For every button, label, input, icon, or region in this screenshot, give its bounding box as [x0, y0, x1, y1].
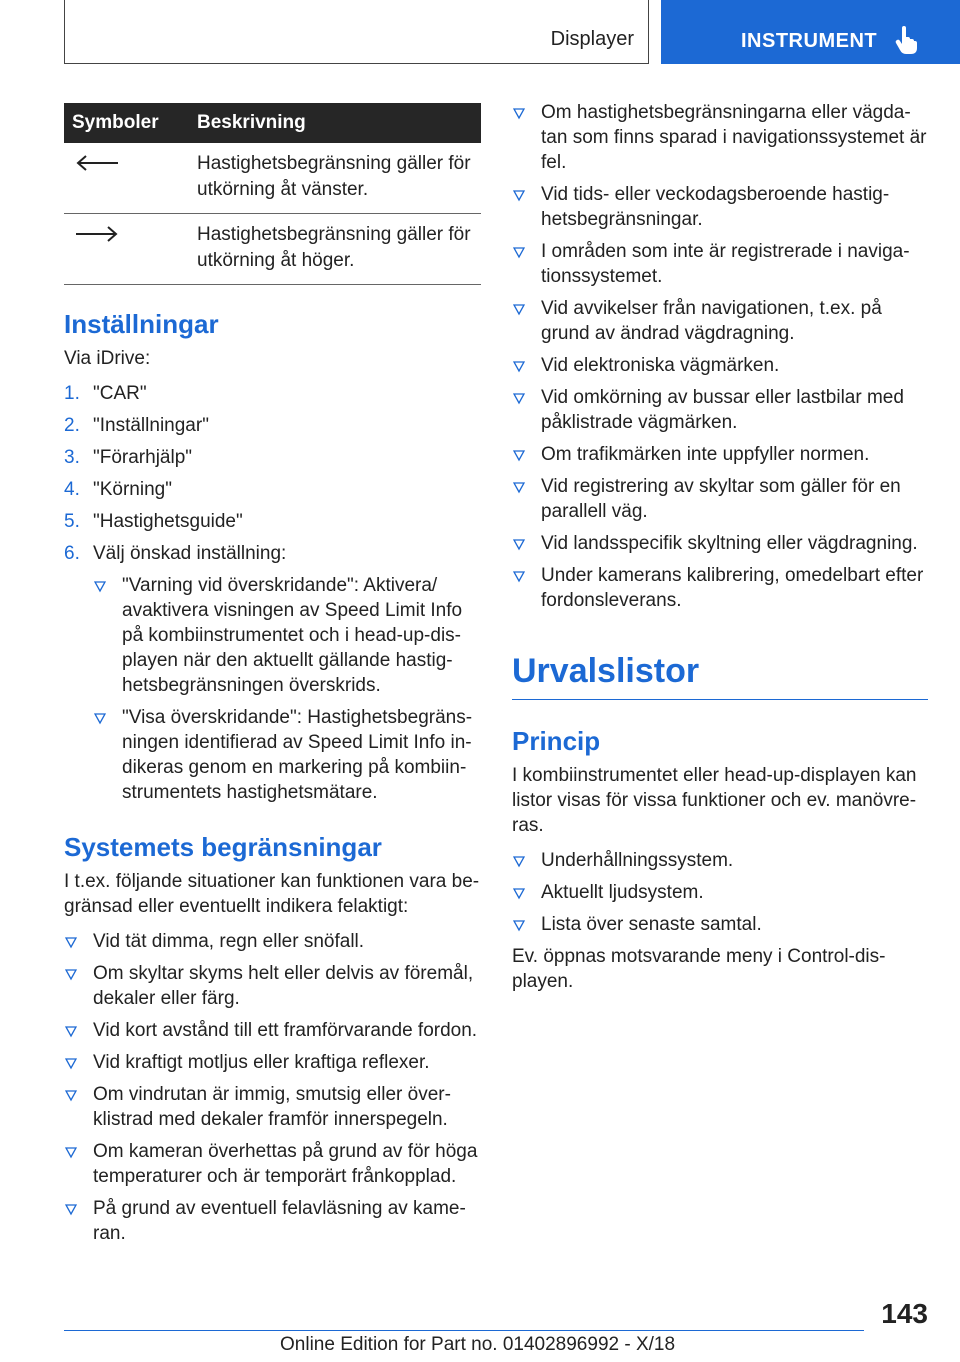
list-item: 2. "Inställningar" [64, 415, 209, 436]
list-item: I områden som inte är registrerade i naviga- tionssystemet. [512, 239, 928, 289]
list-item: 1. "CAR" [64, 383, 147, 404]
list-item: Vid kort avstånd till ett framförvarande fordon. [64, 1018, 481, 1043]
bullet-triangle-icon [513, 888, 525, 900]
header-section-label: Displayer [550, 28, 634, 50]
page-number: 143 [881, 1298, 928, 1329]
section-title-systemets: Systemets begränsningar [64, 832, 382, 862]
list-item: Vid tids- eller veckodagsberoende hastig- hetsbegränsningar. [512, 182, 928, 232]
urvalslistor-outro: Ev. öppnas motsvarande meny i Control-dis- playen. [512, 946, 886, 992]
arrow-right-icon [72, 222, 122, 246]
bullet-triangle-icon [513, 304, 525, 316]
list-item: Vid tät dimma, regn eller snöfall. [64, 929, 481, 954]
list-item: Om skyltar skyms helt eller delvis av föremål, dekaler eller färg. [64, 961, 481, 1011]
list-item: Aktuellt ljudsystem. [512, 880, 928, 905]
list-item: 6. Välj önskad inställning: [64, 543, 287, 564]
left-column [64, 103, 481, 1253]
list-item: Vid kraftigt motljus eller kraftiga reflexer. [64, 1050, 481, 1075]
footer-edition-text: Online Edition for Part no. 01402896992 - X/18 [280, 1334, 676, 1355]
bullet-triangle-icon [513, 482, 525, 494]
installningar-intro: Via iDrive: [64, 348, 151, 369]
header-tab-instrument[interactable] [661, 0, 960, 64]
section-title-princip: Princip [512, 726, 601, 756]
bullet-triangle-icon [513, 856, 525, 868]
bullet-triangle-icon [513, 539, 525, 551]
bullet-triangle-icon [513, 108, 525, 120]
bullet-triangle-icon [513, 393, 525, 405]
list-item: Under kamerans kalibrering, omedelbart efter fordonsleverans. [512, 563, 928, 613]
section-title-installningar: Inställningar [64, 309, 219, 339]
header-tab-displayer[interactable] [64, 0, 649, 64]
symbol-table [64, 103, 481, 285]
bullet-triangle-icon [65, 969, 77, 981]
list-item: Om trafikmärken inte uppfyller normen. [512, 442, 928, 467]
list-item: Vid elektroniska vägmärken. [512, 353, 928, 378]
princip-text: I kombiinstrumentet eller head-up-displayen kan listor visas för vissa funktioner och ev. manövre- ras. [512, 765, 917, 836]
list-item: Om kameran överhettas på grund av för höga temperaturer och är temporärt frånkopplad. [64, 1139, 481, 1189]
header-chapter-label: INSTRUMENT [741, 30, 878, 52]
list-item: Vid avvikelser från navigationen, t.ex. på grund av ändrad vägdragning. [512, 296, 928, 346]
bullet-triangle-icon [65, 1204, 77, 1216]
table-row [64, 143, 481, 214]
table-header-row [64, 103, 481, 143]
sub-list-item: "Visa överskridande": Hastighetsbegräns- ningen identifierad av Speed Limit Info in- dikeras genom en markering på kombiin- strumentets hastighetsmätare. [93, 705, 481, 805]
footer-divider [64, 1330, 864, 1331]
list-item: 3. "Förarhjälp" [64, 447, 193, 468]
list-item: Underhållningssystem. [512, 848, 928, 873]
list-item: Om vindrutan är immig, smutsig eller över- klistrad med dekaler framför innerspegeln. [64, 1082, 481, 1132]
bullet-triangle-icon [65, 1147, 77, 1159]
list-item: Vid landsspecifik skyltning eller vägdragning. [512, 531, 928, 556]
list-item: Vid registrering av skyltar som gäller för en parallell väg. [512, 474, 928, 524]
list-item: Lista över senaste samtal. [512, 912, 928, 937]
bullet-triangle-icon [94, 713, 106, 725]
list-item: Vid omkörning av bussar eller lastbilar med påklistrade vägmärken. [512, 385, 928, 435]
bullet-triangle-icon [65, 937, 77, 949]
list-item: 4. "Körning" [64, 479, 172, 500]
table-header-symbols: Symboler [64, 103, 197, 143]
list-item: På grund av eventuell felavläsning av kame- ran. [64, 1196, 481, 1246]
bullet-triangle-icon [94, 581, 106, 593]
bullet-triangle-icon [513, 571, 525, 583]
bullet-triangle-icon [513, 450, 525, 462]
list-item: Om hastighetsbegränsningarna eller vägda- tan som finns sparad i navigationssystemet är fel. [512, 100, 928, 175]
systemets-intro: I t.ex. följande situationer kan funktionen vara be- gränsad eller eventuellt indikera felaktigt: [64, 871, 480, 917]
arrow-left-icon [72, 151, 122, 175]
bullet-triangle-icon [513, 920, 525, 932]
bullet-triangle-icon [65, 1058, 77, 1070]
table-header-description: Beskrivning [197, 103, 481, 143]
hand-pointer-icon [895, 26, 917, 54]
list-item: 5. "Hastighetsguide" [64, 511, 243, 532]
table-cell-description: Hastighetsbegränsning gäller för utkörning åt vänster. [197, 143, 481, 214]
bullet-triangle-icon [513, 247, 525, 259]
bullet-triangle-icon [65, 1090, 77, 1102]
table-row [64, 214, 481, 285]
table-cell-description: Hastighetsbegränsning gäller för utkörning åt höger. [197, 214, 481, 285]
bullet-triangle-icon [513, 361, 525, 373]
chapter-title-urvalslistor: Urvalslistor [512, 652, 700, 690]
bullet-triangle-icon [513, 190, 525, 202]
right-column [512, 100, 928, 994]
bullet-triangle-icon [65, 1026, 77, 1038]
sub-list-item: "Varning vid överskridande": Aktivera/ avaktivera visningen av Speed Limit Info på kombiinstrumentet och i head-up-dis- playen när den aktuellt gällande hastig- hetsbegränsningen överskrids. [93, 573, 481, 698]
